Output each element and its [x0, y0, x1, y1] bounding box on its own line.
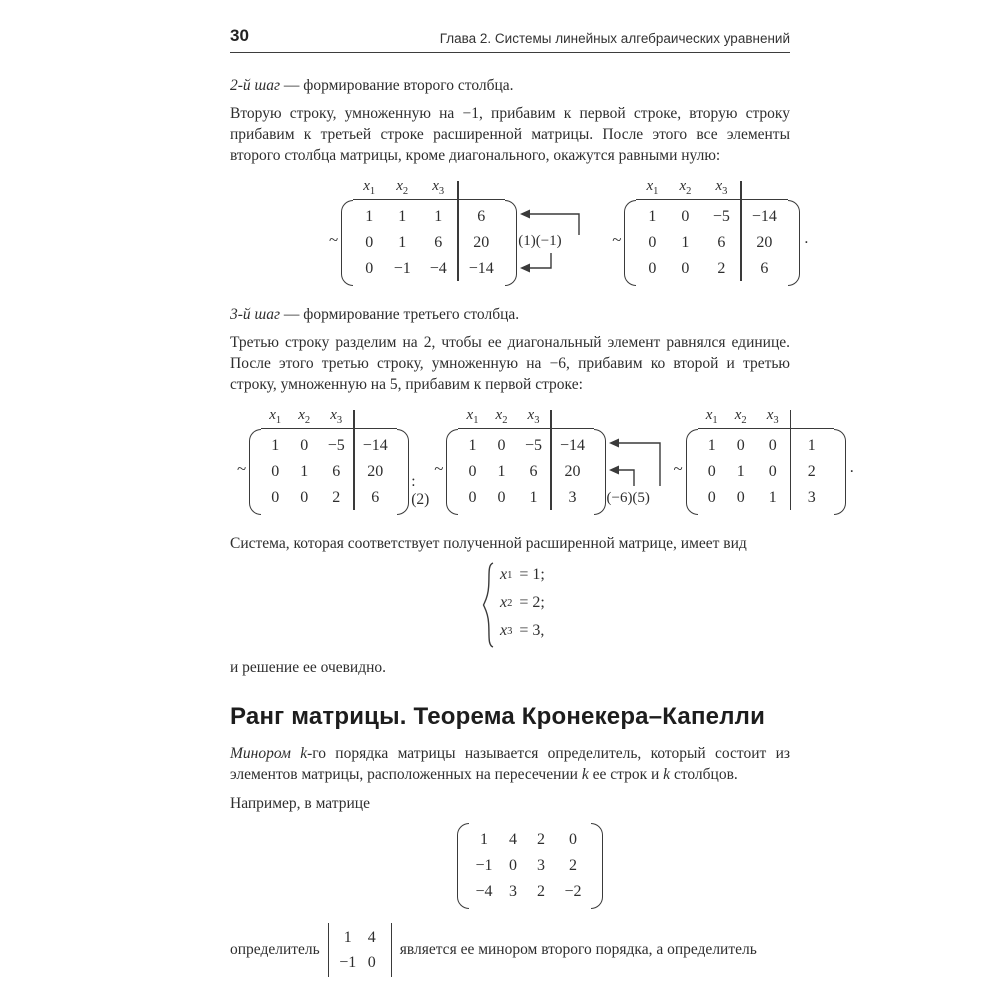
matrix-column-headers — [261, 407, 397, 429]
example-matrix-row — [230, 823, 790, 909]
var-k: k — [300, 745, 308, 762]
right-paren — [594, 429, 606, 515]
matrix-block-1 — [230, 178, 809, 286]
determinant-post-text: является ее минором второго порядка, а определитель — [399, 941, 757, 958]
equation-3: x 3 = 3, — [500, 622, 545, 639]
matrix-cell: 0 — [365, 260, 374, 277]
det-cell: 0 — [367, 953, 376, 971]
row-multiplier-labels: (1)(−1) — [518, 233, 562, 249]
matrix-cell: −14 — [751, 208, 777, 225]
matrix-cell: 1 — [300, 463, 309, 480]
matrix-cells — [698, 429, 834, 515]
example-matrix — [457, 823, 603, 909]
matrix-cell: −14 — [559, 437, 585, 454]
col-header-x2: $x_2$ — [298, 407, 311, 426]
matrix-cell: 0 — [271, 489, 280, 506]
col-header-rhs — [457, 178, 505, 199]
matrix-cell: 0 — [271, 463, 280, 480]
matrix-cell: 0 — [736, 489, 745, 506]
matrix-cell: 1 — [434, 208, 443, 225]
matrix-cell: 2 — [332, 489, 341, 506]
matrix-cells — [261, 429, 397, 515]
matrix-cell: 3 — [537, 857, 545, 874]
matrix-cells — [469, 823, 591, 909]
matrix-cell: 1 — [529, 489, 538, 506]
matrix-cell: −1 — [475, 857, 493, 874]
matrix-cells — [636, 200, 788, 286]
matrix-cell: −1 — [393, 260, 411, 277]
col-header-x3: $x_3$ — [432, 178, 445, 197]
matrix-cell: 0 — [300, 437, 309, 454]
matrix-cell: 6 — [529, 463, 538, 480]
step2-heading — [230, 77, 790, 95]
matrix-cell: 1 — [480, 831, 488, 848]
matrix-cell: −5 — [712, 208, 730, 225]
left-paren — [446, 429, 458, 515]
matrix-cells — [458, 429, 594, 515]
matrix-block-2 — [230, 407, 854, 515]
col-header-x1: $x_1$ — [646, 178, 659, 197]
matrix-cell: 0 — [768, 437, 777, 454]
col-header-x3: $x_3$ — [715, 178, 728, 197]
equation-system — [230, 561, 790, 649]
matrix-cell: 1 — [648, 208, 657, 225]
system-intro: Система, которая соответствует полученной расширенной матрице, имеет вид — [230, 535, 747, 552]
left-paren — [686, 429, 698, 515]
augmented-matrix-b2m3 — [686, 407, 846, 515]
page-number: 30 — [230, 26, 249, 45]
page-header — [230, 26, 790, 53]
matrix-cell: 0 — [707, 463, 716, 480]
matrix-cell: 0 — [569, 831, 577, 848]
matrix-cell: 20 — [473, 234, 490, 251]
matrix-cell: 3 — [568, 489, 577, 506]
matrix-cell: −5 — [327, 437, 345, 454]
step3-lead: 3-й шаг — [230, 306, 281, 323]
col-header-x2: $x_2$ — [679, 178, 692, 197]
right-paren — [397, 429, 409, 515]
matrix-cell: 3 — [509, 883, 517, 900]
matrix-cell: −5 — [524, 437, 542, 454]
matrix-cell: 0 — [681, 260, 690, 277]
matrix-column-headers — [636, 178, 788, 200]
system-outro: и решение ее очевидно. — [230, 659, 387, 676]
tilde-symbol: ~ — [612, 230, 622, 249]
matrix-cell: 20 — [756, 234, 773, 251]
matrix-cell: 0 — [365, 234, 374, 251]
matrix-cell: 1 — [768, 489, 777, 506]
matrix-cell: 1 — [365, 208, 374, 225]
matrix-cell: 6 — [760, 260, 769, 277]
sentence-period: . — [849, 459, 854, 476]
equation-2: x 2 = 2; — [500, 594, 545, 611]
minor-definition: Минором k-го порядка матрицы называется определитель, который состоит из элементов матрицы, расположенных на пересечении k ее строк и k столбцов. — [230, 745, 790, 783]
step2-paragraph: Вторую строку, умноженную на −1, прибавим к первой строке, вторую строку прибавим к третьей строке расширенной матрицы. После этого все элементы второго столбца матрицы, кроме диагонального, окажутся равными нулю: — [230, 105, 790, 164]
augmented-matrix-b1m2 — [624, 178, 800, 286]
matrix-cell: 0 — [648, 260, 657, 277]
right-paren — [505, 200, 517, 286]
matrix-cell: 2 — [569, 857, 577, 874]
matrix-cell: 0 — [707, 489, 716, 506]
right-paren — [834, 429, 846, 515]
matrix-cell: 2 — [807, 463, 816, 480]
augmented-matrix-b2m2 — [446, 407, 606, 515]
matrix-cell: −14 — [468, 260, 494, 277]
matrix-cell: 6 — [332, 463, 341, 480]
matrix-cell: 0 — [681, 208, 690, 225]
matrix-cell: 6 — [477, 208, 486, 225]
matrix-cell: 1 — [497, 463, 506, 480]
matrix-cell: 6 — [717, 234, 726, 251]
determinant-2x2 — [328, 923, 392, 977]
matrix-cell: 0 — [736, 437, 745, 454]
var-k: k — [581, 766, 589, 783]
matrix-cell: −14 — [362, 437, 388, 454]
matrix-cell: 0 — [497, 489, 506, 506]
sentence-period: . — [804, 230, 809, 247]
matrix-column-headers — [698, 407, 834, 429]
matrix-cell: 20 — [564, 463, 581, 480]
determinant-sentence — [230, 923, 790, 977]
matrix-cell: 20 — [367, 463, 384, 480]
col-header-x3: $x_3$ — [527, 407, 540, 426]
left-paren — [457, 823, 469, 909]
left-paren — [249, 429, 261, 515]
matrix-cell: 1 — [707, 437, 716, 454]
matrix-cell: 1 — [681, 234, 690, 251]
step3-rest: — формирование третьего столбца. — [280, 306, 520, 323]
step2-lead: 2-й шаг — [230, 77, 281, 94]
matrix-cell: 0 — [468, 489, 477, 506]
matrix-cell: 0 — [509, 857, 517, 874]
matrix-cell: 1 — [398, 234, 407, 251]
col-header-x1: $x_1$ — [363, 178, 376, 197]
matrix-cell: 1 — [807, 437, 816, 454]
matrix-cell: 1 — [398, 208, 407, 225]
term-minor: Минором — [230, 745, 291, 762]
right-paren — [591, 823, 603, 909]
matrix-cell: 0 — [648, 234, 657, 251]
matrix-cell: 1 — [736, 463, 745, 480]
col-header-x1: $x_1$ — [705, 407, 718, 426]
col-header-x1: $x_1$ — [269, 407, 282, 426]
col-header-x1: $x_1$ — [466, 407, 479, 426]
col-header-x3: $x_3$ — [330, 407, 343, 426]
curly-brace — [482, 561, 495, 649]
augmented-matrix-b1m1 — [341, 178, 517, 286]
section-title: Ранг матрицы. Теорема Кронекера–Капелли — [230, 703, 766, 730]
det-cell: 1 — [343, 928, 352, 946]
col-header-rhs — [790, 407, 834, 428]
left-paren — [341, 200, 353, 286]
matrix-cell: 1 — [271, 437, 280, 454]
col-header-x3: $x_3$ — [766, 407, 779, 426]
matrix-column-headers — [458, 407, 594, 429]
step3-heading — [230, 306, 790, 324]
matrix-cell: 0 — [300, 489, 309, 506]
step3-paragraph: Третью строку разделим на 2, чтобы ее диагональный элемент равнялся единице. После этого третью строку, умноженную на −6, прибавим ко второй и третью строку, умноженную на 5, прибавим к первой строке: — [230, 334, 790, 393]
left-paren — [624, 200, 636, 286]
det-cell: 4 — [367, 928, 376, 946]
row-operation-arrows — [517, 197, 609, 286]
matrix-cell: 6 — [371, 489, 380, 506]
matrix-cells — [353, 200, 505, 286]
row-operation-arrows — [606, 426, 670, 515]
matrix-cell: 2 — [717, 260, 726, 277]
col-header-rhs — [550, 407, 594, 428]
det-cell: −1 — [339, 953, 357, 971]
matrix-cell: 4 — [509, 831, 517, 848]
tilde-symbol: ~ — [673, 459, 683, 478]
tilde-symbol: ~ — [434, 459, 444, 478]
matrix-cell: 0 — [468, 463, 477, 480]
determinant-pre-text: определитель — [230, 941, 320, 958]
matrix-cell: 1 — [468, 437, 477, 454]
example-intro: Например, в матрице — [230, 795, 370, 812]
col-header-rhs — [353, 407, 397, 428]
tilde-symbol: ~ — [329, 230, 339, 249]
col-header-x2: $x_2$ — [396, 178, 409, 197]
row-multiplier-labels: (−6)(5) — [606, 490, 650, 506]
step2-rest: — формирование второго столбца. — [280, 77, 514, 94]
matrix-cell: −4 — [475, 883, 493, 900]
tilde-symbol: ~ — [237, 459, 247, 478]
matrix-cell: 6 — [434, 234, 443, 251]
equation-1: x 1 = 1; — [500, 566, 545, 583]
augmented-matrix-b2m1 — [249, 407, 409, 515]
matrix-cell: −2 — [564, 883, 582, 900]
matrix-column-headers — [353, 178, 505, 200]
divide-row-label: :(2) — [411, 473, 430, 508]
col-header-rhs — [740, 178, 788, 199]
matrix-cell: 0 — [768, 463, 777, 480]
col-header-x2: $x_2$ — [734, 407, 747, 426]
matrix-cell: 0 — [497, 437, 506, 454]
matrix-cell: −4 — [429, 260, 447, 277]
matrix-cell: 3 — [807, 489, 816, 506]
right-paren — [788, 200, 800, 286]
matrix-cell: 2 — [537, 883, 545, 900]
var-k: k — [663, 766, 671, 783]
col-header-x2: $x_2$ — [495, 407, 508, 426]
chapter-title: Глава 2. Системы линейных алгебраических уравнений — [439, 31, 790, 46]
matrix-cell: 2 — [537, 831, 545, 848]
